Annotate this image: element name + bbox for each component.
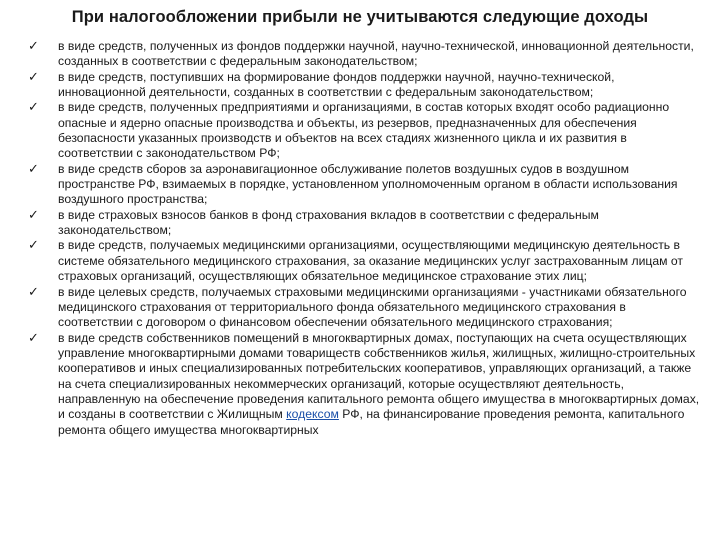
checkmark-icon: ✓ — [28, 69, 39, 85]
list-item — [28, 100, 704, 161]
list-item-text: в виде страховых взносов банков в фонд страхования вкладов в соответствии с федеральным законодательством; — [58, 207, 599, 238]
income-exclusions-list — [28, 39, 704, 438]
list-item-text: в виде средств, полученных предприятиями и организациями, в состав которых входят особо радиационно опасные и ядерно опасные производства и объекты, из резервов, предназначенных для обеспечения безопасности указанных производств и объектов на всех стадиях жизненного цикла и их развития в соответствии с законодательством РФ; — [58, 100, 670, 161]
checkmark-icon: ✓ — [28, 207, 39, 223]
list-item — [28, 70, 704, 101]
list-item-text: в виде целевых средств, получаемых страховыми медицинскими организациями - участниками обязательного медицинского страхования от территориального фонда обязательного медицинского страхования в соответствии с договором о финансовом обеспечении обязательного медицинского страхования; — [58, 284, 687, 330]
slide-title: При налогообложении прибыли не учитываются следующие доходы — [71, 8, 649, 26]
checkmark-icon: ✓ — [28, 39, 39, 54]
list-item — [28, 208, 704, 239]
list-item — [28, 39, 704, 70]
list-item-text: в виде средств, получаемых медицинскими организациями, осуществляющими медицинскую деятельность в системе обязательного медицинского страхования, за оказание медицинских услуг застрахованным лицам от страховых организаций, осуществляющих обязательное медицинское страхование этих лиц; — [58, 238, 684, 284]
checkmark-icon: ✓ — [28, 238, 39, 254]
list-item — [28, 238, 704, 284]
list-item — [28, 331, 704, 438]
checkmark-icon: ✓ — [28, 284, 39, 300]
list-item-text — [58, 331, 699, 437]
list-item-text: в виде средств сборов за аэронавигационное обслуживание полетов воздушных судов в воздушном пространстве РФ, взимаемых в порядке, установленном уполномоченным органом в области использования воздушного пространства; — [58, 161, 678, 207]
list-item — [28, 285, 704, 331]
checkmark-icon: ✓ — [28, 161, 39, 177]
list-item-text-before: в виде средств собственников помещений в многоквартирных домах, поступающих на счета осуществляющих управление многоквартирными домами товариществ собственников жилья, жилищных, жилищно-строительных кооперативов и иных специализированных потребительских кооперативов, управляющих организаций, а также на счета специализированных некоммерческих организаций, которые осуществляют деятельность, направленную на обеспечение проведения капитального ремонта общего имущества в многоквартирных домах, и созданы в соответствии с Жилищным — [58, 330, 700, 422]
checkmark-icon: ✓ — [28, 100, 39, 116]
housing-code-link[interactable]: кодексом — [286, 407, 339, 422]
list-item-text-after: РФ, на финансирование проведения ремонта, капитального ремонта общего имущества многоквартирных — [58, 407, 685, 437]
list-item-text: в виде средств, полученных из фондов поддержки научной, научно-технической, инновационной деятельности, созданных в соответствии с федеральным законодательством; — [58, 39, 694, 69]
checkmark-icon: ✓ — [28, 330, 39, 346]
list-item — [28, 162, 704, 208]
list-item-text: в виде средств, поступивших на формирование фондов поддержки научной, научно-технической, инновационной деятельности, созданных в соответствии с федеральным законодательством; — [58, 69, 615, 100]
